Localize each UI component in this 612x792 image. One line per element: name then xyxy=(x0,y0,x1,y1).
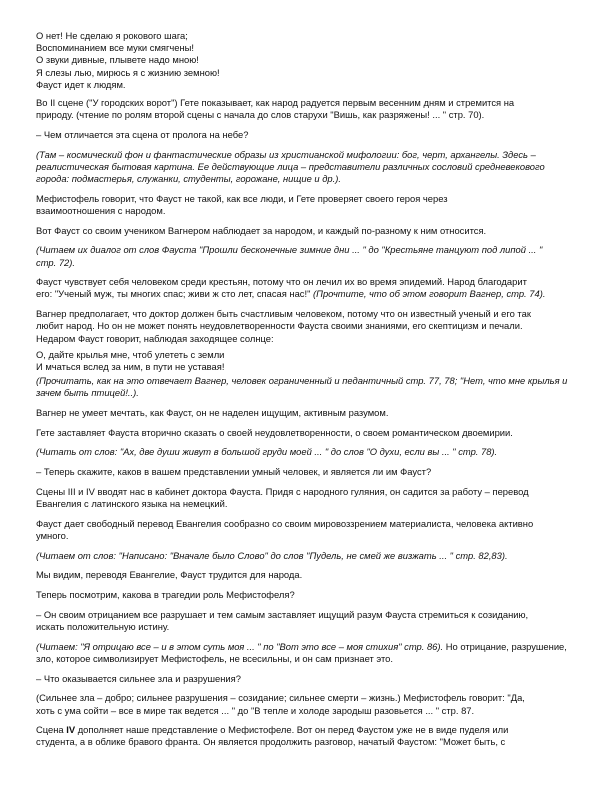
text-line: (Читаем от слов: "Написано: "Вначале было Слово" до слов "Пудель, не смей же визжать ... " стр. 82,83). xyxy=(36,549,508,561)
instruction-two-souls xyxy=(36,446,576,458)
text-line: (Прочитать, как на это отвечает Вагнер, человек ограниченный и педантичный стр. 77, 78; "Нет, что мне крылья и xyxy=(36,375,568,387)
text-line: Фауст чувствует себя человеком среди крестьян, потому что он лечил их во время эпидемий. Народ благодарит xyxy=(36,276,527,288)
text-line: (Читаем их диалог от слов Фауста "Прошли бесконечные зимние дни ... " до "Крестьяне танцуют под липой ... " xyxy=(36,244,543,256)
text-segment: его: "Ученый муж, ты многих спас; живи ж сто лет, спасая нас!" xyxy=(36,288,314,300)
text-line: зачем быть птицей!..). xyxy=(36,387,139,399)
text-line: Вагнер предполагает, что доктор должен быть счастливым человеком, потому что он известный ученый и его так xyxy=(36,308,531,320)
paragraph-mephisto-says xyxy=(36,193,576,217)
text-line: Мефистофель говорит, что Фауст не такой, как все люди, и Гете проверяет своего героя через xyxy=(36,192,448,204)
paragraph-goethe-romantic xyxy=(36,427,576,439)
text-line: – Он своим отрицанием все разрушает и тем самым заставляет ищущий разум Фауста стремиться к созиданию, xyxy=(36,608,529,620)
paragraph-negation xyxy=(36,641,576,665)
instruction-read-dialogue xyxy=(36,244,576,268)
paragraph-scene-two xyxy=(36,97,576,121)
text-line: искать положительную истину. xyxy=(36,621,170,633)
text-line: Гете заставляет Фауста вторично сказать о своей неудовлетворенности, о своем романтическом двоемирии. xyxy=(36,426,513,438)
poem-stanza-1 xyxy=(36,30,576,91)
text-line xyxy=(36,641,576,653)
text-line: (Там – космический фон и фантастические образы из христианской мифологии: бог, черт, архангелы. Здесь – xyxy=(36,148,536,160)
text-line: Вот Фауст со своим учеником Вагнером наблюдает за народом, и каждый по-разному к ним относится. xyxy=(36,224,487,236)
text-line: студента, а в облике бравого франта. Он является продолжить разговор, начатый Фаустом: "Может быть, с xyxy=(36,736,506,748)
poem-stanza-2 xyxy=(36,349,576,373)
text-line: города: подмастерья, служанки, студенты, горожане, нищие и др.). xyxy=(36,173,341,185)
instruction-read-word xyxy=(36,550,576,562)
text-line: хоть с ума сойти – все в мире так ведется ... " до "В тепле и холоде зародыш разовьется ... " стр. 87. xyxy=(36,704,475,716)
paragraph-faust-peasants xyxy=(36,276,576,300)
text-segment: дополняет наше представление о Мефистофеле. Вот он перед Фаустом уже не в виде пуделя или xyxy=(75,724,509,736)
question-smart-person xyxy=(36,466,576,478)
answer-prologue xyxy=(36,149,576,186)
text-line: Вагнер не умеет мечтать, как Фауст, он не наделен ищущим, активным разумом. xyxy=(36,407,389,419)
text-line: – Что оказывается сильнее зла и разрушения? xyxy=(36,672,241,684)
document-page xyxy=(36,30,576,756)
paragraph-scenes-three-four xyxy=(36,486,576,510)
text-line: стр. 72). xyxy=(36,256,75,268)
poem-line: И мчаться вслед за ним, в пути не уставая! xyxy=(36,360,225,372)
text-line: Евангелия с латинского языка на немецкий. xyxy=(36,498,228,510)
text-segment-italic: (Читаем: "Я отрицаю все – и в этом суть моя ... " по "Вот это все – моя стихия" стр. 86). xyxy=(36,640,444,652)
poem-line: Фауст идет к людям. xyxy=(36,78,126,90)
text-line: реалистическая бытовая картина. Ее действующие лица – представители различных сословий средневекового xyxy=(36,160,545,172)
text-line: (Читать от слов: "Ах, две души живут в большой груди моей ... " до слов "О духи, если вы ... " стр. 78). xyxy=(36,446,498,458)
text-segment: Сцена xyxy=(36,724,67,736)
text-segment: Но отрицание, разрушение, xyxy=(443,640,567,652)
text-line: умного. xyxy=(36,530,69,541)
text-line: Мы видим, переводя Евангелие, Фауст трудится для народа. xyxy=(36,569,303,581)
paragraph-free-translation xyxy=(36,518,576,542)
paragraph-works-for-people xyxy=(36,569,576,581)
question-prologue xyxy=(36,129,576,141)
instruction-wagner-answer xyxy=(36,375,576,399)
paragraph-wagner-assumes xyxy=(36,308,576,345)
text-line: Во II сцене ("У городских ворот") Гете показывает, как народ радуется первым весенним дням и стремится на xyxy=(36,97,515,109)
poem-line: Воспоминанием все муки смягчены! xyxy=(36,42,195,54)
text-line: – Чем отличается эта сцена от пролога на небе? xyxy=(36,128,249,140)
paragraph-wagner-dream xyxy=(36,407,576,419)
text-line: Сцены III и IV вводят нас в кабинет доктора Фауста. Придя с народного гуляния, он садится за работу – перевод xyxy=(36,485,529,497)
text-line: природу. (чтение по ролям второй сцены с начала до слов старухи "Вишь, как разряжены! ... " стр. 70). xyxy=(36,109,485,121)
poem-line: О, дайте крылья мне, чтоб улететь с земли xyxy=(36,348,225,360)
text-line: – Теперь скажите, каков в вашем представлении умный человек, и является ли им Фауст? xyxy=(36,466,432,478)
text-line: (Сильнее зла – добро; сильнее разрушения – созидание; сильнее смерти – жизнь.) Мефистофель говорит: "Да, xyxy=(36,692,525,704)
paragraph-faust-wagner xyxy=(36,225,576,237)
text-line: Фауст дает свободный перевод Евангелия сообразно со своим мировоззрением материалиста, человека активно xyxy=(36,517,534,529)
text-line xyxy=(36,724,576,736)
poem-line: Я слезы лью, мирюсь я с жизнию земною! xyxy=(36,66,220,78)
question-stronger xyxy=(36,673,576,685)
answer-mephisto-role xyxy=(36,609,576,633)
text-line xyxy=(36,288,576,300)
text-line: Теперь посмотрим, какова в трагедии роль Мефистофеля? xyxy=(36,589,295,601)
text-line: взаимоотношения с народом. xyxy=(36,204,166,216)
answer-stronger xyxy=(36,692,576,716)
text-segment-italic: (Прочтите, что об этом говорит Вагнер, стр. 74). xyxy=(313,288,546,300)
question-mephisto-role xyxy=(36,589,576,601)
text-segment-bold: IV xyxy=(66,724,76,736)
poem-line: О нет! Не сделаю я рокового шага; xyxy=(36,30,188,41)
paragraph-scene-four xyxy=(36,724,576,748)
text-line: любит народ. Но он не может понять неудовлетворенности Фауста своими знаниями, его скептицизм и печали. xyxy=(36,320,523,332)
text-line: зло, которое символизирует Мефистофель, не всесильны, и он сам признает это. xyxy=(36,652,393,664)
text-line: Недаром Фауст говорит, наблюдая заходящее солнце: xyxy=(36,332,274,344)
poem-line: О звуки дивные, плывете надо мною! xyxy=(36,54,199,66)
